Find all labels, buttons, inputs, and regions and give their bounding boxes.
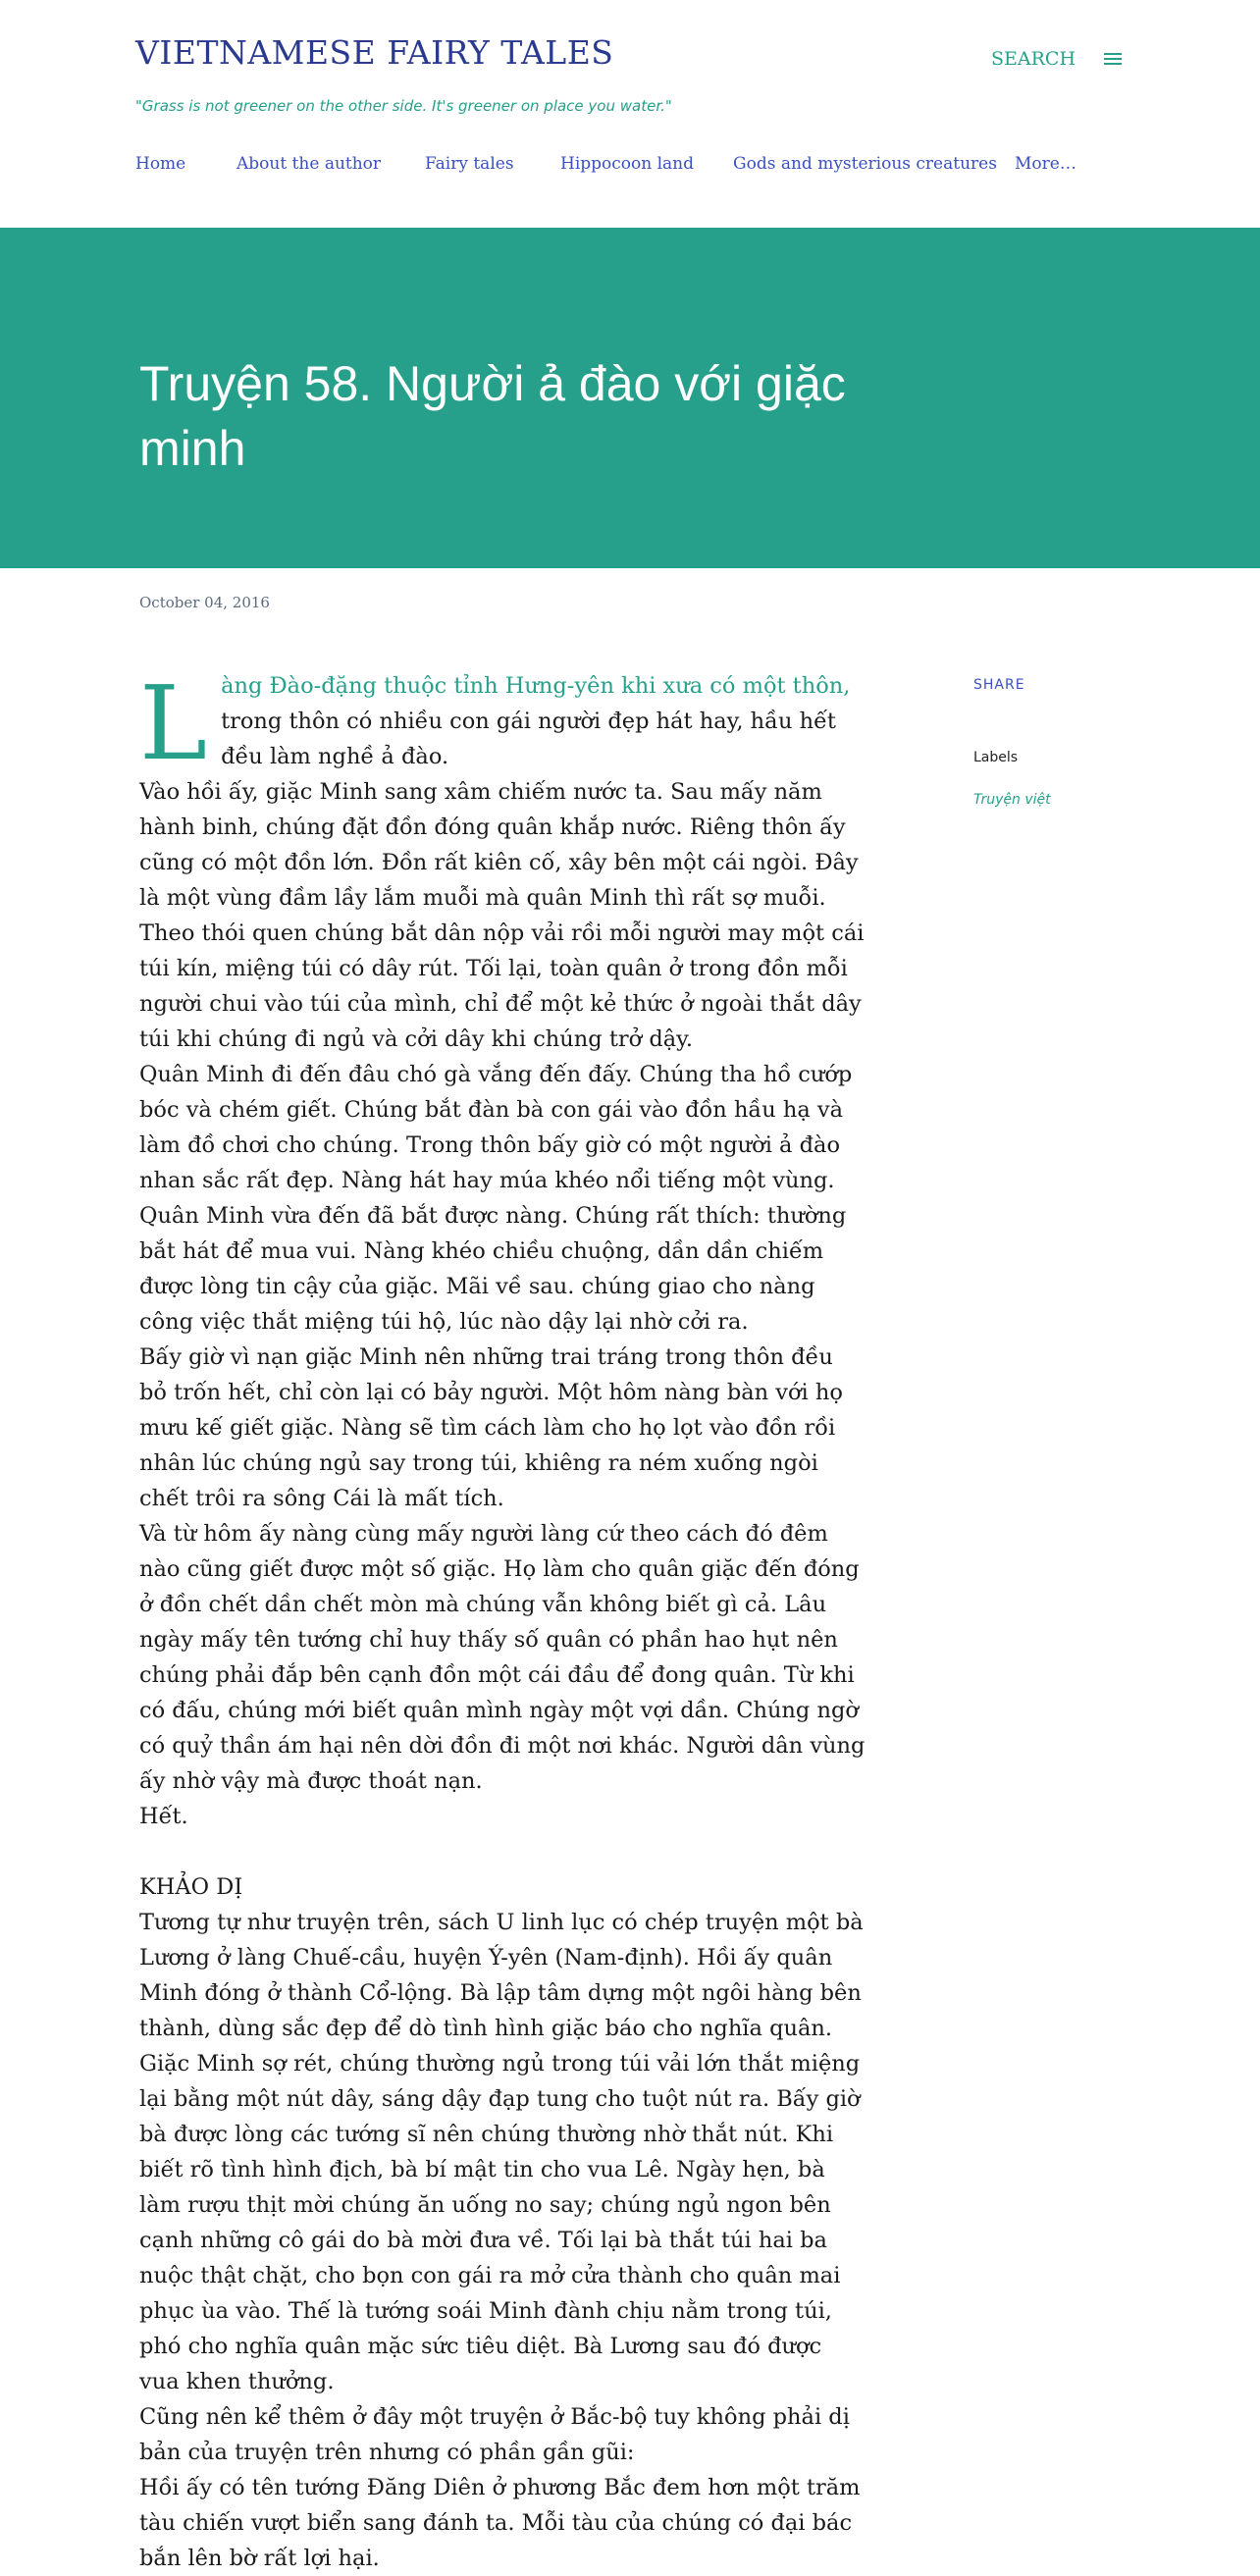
intro-paragraph: [139, 663, 866, 783]
story-end: Hết.: [139, 1804, 188, 1829]
search-button[interactable]: SEARCH: [991, 48, 1076, 70]
nav-item-home[interactable]: Home: [135, 154, 186, 174]
post-hero-banner: [0, 228, 1260, 568]
nav-item-fairy-tales[interactable]: Fairy tales: [425, 154, 514, 174]
drop-cap: L: [139, 663, 208, 783]
post-title: Truyện 58. Người ả đào với giặc minh: [139, 356, 846, 476]
story-paragraph: Và từ hôm ấy nàng cùng mấy người làng cứ theo cách đó đêm nào cũng giết được một số giặc. Họ làm cho quân giặc đến đóng ở đồn chết dần chết mòn mà chúng vẫn không biết gì cả. Lâu ngày mấy tên tướng chỉ huy thấy số quân có phần hao hụt nên chúng phải đắp bên cạnh đồn một cái đầu để đong quân. Từ khi có đấu, chúng mới biết quân mình ngày một vợi dần. Chúng ngờ có quỷ thần ám hại nên dời đồn đi một nơi khác. Người dân vùng ấy nhờ vậy mà được thoát nạn.: [139, 1521, 866, 1794]
khao-di-paragraph: Tương tự như truyện trên, sách U linh lục có chép truyện một bà Lương ở làng Chuế-cầu, huyện Ý-yên (Nam-định). Hồi ấy quân Minh đóng ở thành Cổ-lộng. Bà lập tâm dựng một ngôi hàng bên thành, dùng sắc đẹp để dò tình hình giặc báo cho nghĩa quân. Giặc Minh sợ rét, chúng thường ngủ trong túi vải lớn thắt miệng lại bằng một nút dây, sáng dậy đạp tung cho tuột nút ra. Bấy giờ bà được lòng các tướng sĩ nên chúng thường nhờ thắt nút. Khi biết rõ tình hình địch, bà bí mật tin cho vua Lê. Ngày hẹn, bà làm rượu thịt mời chúng ăn uống no say; chúng ngủ ngon bên cạnh những cô gái do bà mời đưa về. Tối lại bà thắt túi hai ba nuộc thật chặt, cho bọn con gái ra mở cửa thành cho quân mai phục ùa vào. Thế là tướng soái Minh đành chịu nằm trong túi, phó cho nghĩa quân mặc sức tiêu diệt. Bà Lương sau đó được vua khen thưởng.: [139, 1910, 864, 2394]
story-paragraph: Vào hồi ấy, giặc Minh sang xâm chiếm nước ta. Sau mấy năm hành binh, chúng đặt đồn đóng quân khắp nước. Riêng thôn ấy cũng có một đồn lớn. Đồn rất kiên cố, xây bên một cái ngòi. Đây là một vùng đầm lầy lắm muỗi mà quân Minh thì rất sợ muỗi. Theo thói quen chúng bắt dân nộp vải rồi mỗi người may một cái túi kín, miệng túi có dây rút. Tối lại, toàn quân ở trong đồn mỗi người chui vào túi của mình, chỉ để một kẻ thức ở ngoài thắt dây túi khi chúng đi ngủ và cởi dây khi chúng trở dậy.: [139, 779, 865, 1052]
nav-item-gods-and-mysterious-creatures[interactable]: Gods and mysterious creatures: [733, 154, 997, 174]
khao-di-paragraph: Cũng nên kể thêm ở đây một truyện ở Bắc-bộ tuy không phải dị bản của truyện trên nhưng có phần gần gũi:: [139, 2404, 850, 2465]
nav-item-about-the-author[interactable]: About the author: [236, 154, 382, 174]
intro-lead-text: àng Đào-đặng thuộc tỉnh Hưng-yên khi xưa có một thôn,: [221, 673, 851, 699]
share-button[interactable]: SHARE: [973, 677, 1025, 693]
story-paragraph: Quân Minh đi đến đâu chó gà vắng đến đấy. Chúng tha hồ cướp bóc và chém giết. Chúng bắt đàn bà con gái vào đồn hầu hạ và làm đồ chơi cho chúng. Trong thôn bấy giờ có một người ả đào nhan sắc rất đẹp. Nàng hát hay múa khéo nổi tiếng một vùng. Quân Minh vừa đến đã bắt được nàng. Chúng rất thích: thường bắt hát để mua vui. Nàng khéo chiều chuộng, dần dần chiếm được lòng tin cậy của giặc. Mãi về sau. chúng giao cho nàng công việc thắt miệng túi hộ, lúc nào dậy lại nhờ cởi ra.: [139, 1062, 853, 1335]
blog-description: "Grass is not greener on the other side. It's greener on place you water.": [135, 97, 672, 115]
blog-title[interactable]: VIETNAMESE FAIRY TALES: [135, 33, 614, 72]
post-date[interactable]: October 04, 2016: [139, 594, 270, 611]
labels-heading: Labels: [973, 750, 1019, 765]
main-nav: [0, 154, 1260, 184]
paragraph-spacer: [139, 1834, 866, 1869]
nav-item-more[interactable]: More…: [1015, 154, 1076, 174]
intro-rest-text: trong thôn có nhiều con gái người đẹp hát hay, hầu hết đều làm nghề ả đào.: [221, 709, 836, 769]
nav-item-hippocoon-land[interactable]: Hippocoon land: [560, 154, 695, 174]
post-body: [139, 663, 866, 2576]
khao-di-heading: KHẢO DỊ: [139, 1874, 243, 1900]
story-paragraph: Bấy giờ vì nạn giặc Minh nên những trai tráng trong thôn đều bỏ trốn hết, chỉ còn lại có bảy người. Một hôm nàng bàn với họ mưu kế giết giặc. Nàng sẽ tìm cách làm cho họ lọt vào đồn rồi nhân lúc chúng ngủ say trong túi, khiêng ra ném xuống ngòi chết trôi ra sông Cái là mất tích.: [139, 1344, 843, 1511]
label-link-truyen-viet[interactable]: Truyện việt: [973, 792, 1051, 808]
hamburger-menu-icon[interactable]: [1103, 49, 1123, 69]
khao-di-paragraph: Hồi ấy có tên tướng Đăng Diên ở phương Bắc đem hơn một trăm tàu chiến vượt biển sang đánh ta. Mỗi tàu của chúng có đại bác bắn lên bờ rất lợi hại.: [139, 2475, 861, 2571]
blog-header: [0, 0, 1260, 228]
